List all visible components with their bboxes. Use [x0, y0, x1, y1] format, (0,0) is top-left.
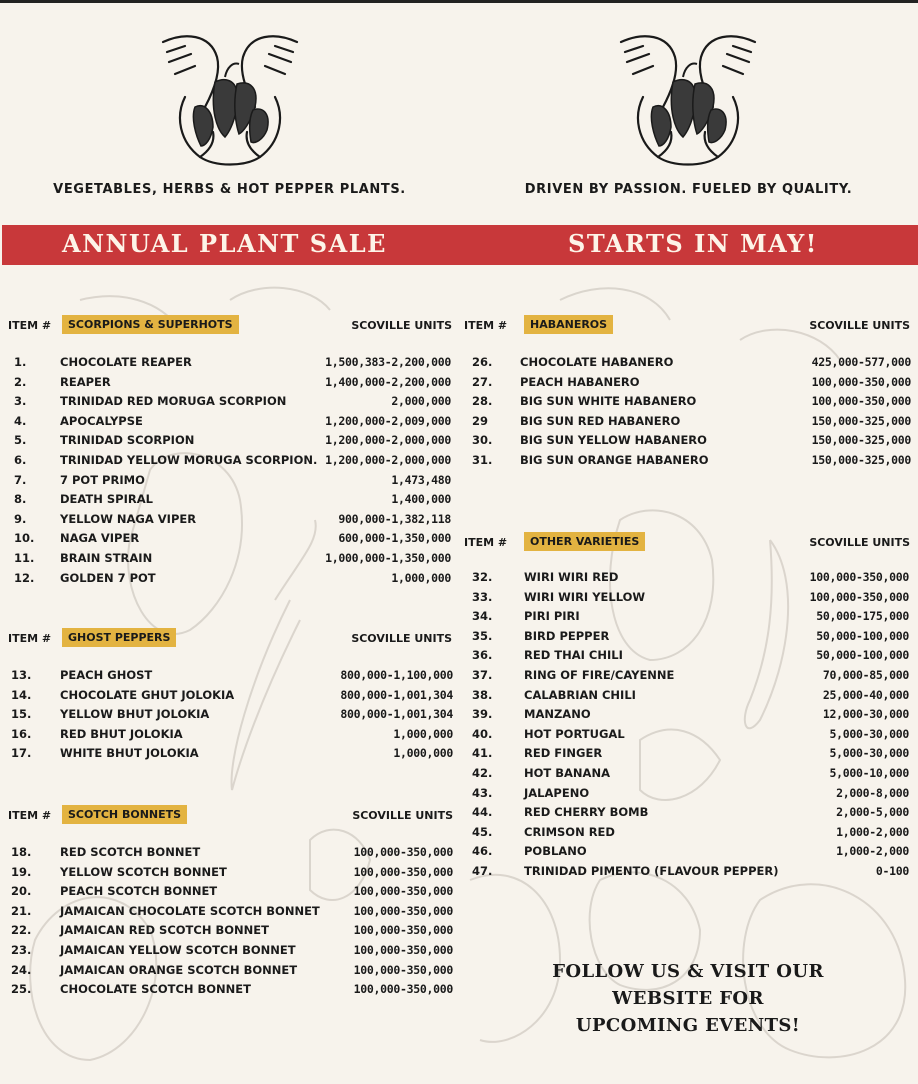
pepper-name: BIG SUN YELLOW HABANERO — [520, 433, 707, 448]
scoville-value: 900,000-1,382,118 — [338, 511, 451, 526]
follow-us-message — [520, 958, 856, 1039]
pepper-name: DEATH SPIRAL — [60, 492, 153, 507]
item-number: 17. — [11, 746, 32, 761]
list-item — [11, 941, 453, 961]
item-number: 26. — [472, 355, 493, 369]
item-number: 44. — [472, 805, 493, 820]
item-number: 15. — [11, 707, 32, 722]
item-number: 36. — [472, 648, 493, 663]
list-item — [11, 725, 453, 745]
category-label: OTHER VARIETIES — [524, 532, 645, 551]
scoville-value: 100,000-350,000 — [353, 903, 453, 918]
pepper-list-ghost — [11, 666, 453, 764]
pepper-name: YELLOW NAGA VIPER — [60, 511, 197, 526]
sale-banner — [2, 225, 918, 265]
banner-title: ANNUAL PLANT SALE — [62, 229, 387, 258]
list-item — [472, 568, 909, 588]
item-number: 22. — [11, 923, 32, 938]
item-number: 34. — [472, 609, 493, 624]
list-item — [11, 902, 453, 922]
list-item — [14, 431, 451, 451]
scoville-value: 50,000-100,000 — [816, 628, 909, 643]
scoville-value: 1,000-2,000 — [836, 844, 909, 859]
follow-line-2: WEBSITE FOR — [612, 988, 764, 1009]
item-number-header: ITEM # — [464, 319, 508, 332]
list-item — [472, 666, 909, 686]
pepper-name: TRINIDAD RED MORUGA SCORPION — [60, 394, 287, 409]
scoville-value: 12,000-30,000 — [822, 707, 909, 722]
scoville-value: 50,000-100,000 — [816, 648, 909, 663]
pepper-name: CALABRIAN CHILI — [524, 687, 636, 702]
item-number: 23. — [11, 942, 32, 957]
item-number: 8. — [14, 492, 27, 507]
scoville-value: 425,000-577,000 — [811, 355, 911, 369]
pepper-name: BRAIN STRAIN — [60, 550, 153, 565]
item-number-header: ITEM # — [8, 319, 52, 332]
pepper-name: JAMAICAN YELLOW SCOTCH BONNET — [60, 942, 296, 957]
scoville-value: 50,000-175,000 — [816, 609, 909, 624]
list-item — [472, 842, 909, 862]
list-item — [11, 882, 453, 902]
pepper-name: WIRI WIRI YELLOW — [524, 589, 646, 604]
list-item — [472, 705, 909, 725]
item-number: 18. — [11, 845, 32, 859]
list-item — [472, 451, 911, 471]
item-number: 12. — [14, 570, 35, 585]
pepper-name: JAMAICAN CHOCOLATE SCOTCH BONNET — [60, 903, 320, 918]
pepper-list-scorpions — [14, 353, 451, 588]
pepper-name: CHOCOLATE GHUT JOLOKIA — [60, 687, 235, 702]
scoville-value: 1,400,000-2,200,000 — [325, 374, 451, 389]
item-number: 10. — [14, 531, 35, 546]
scoville-value: 2,000-5,000 — [836, 805, 909, 820]
scoville-value: 100,000-350,000 — [353, 962, 453, 977]
scoville-value: 100,000-350,000 — [811, 394, 911, 409]
scoville-units-header: SCOVILLE UNITS — [351, 632, 452, 645]
scoville-value: 5,000-30,000 — [829, 726, 909, 741]
item-number: 4. — [14, 413, 27, 428]
scoville-value: 1,000,000 — [393, 726, 453, 741]
scoville-value: 1,200,000-2,000,000 — [325, 452, 451, 467]
item-number: 37. — [472, 667, 493, 682]
pepper-name: GOLDEN 7 POT — [60, 570, 156, 585]
hands-holding-peppers-icon — [155, 22, 305, 172]
list-item — [14, 373, 451, 393]
pepper-name: WIRI WIRI RED — [524, 570, 619, 584]
scoville-value: 150,000-325,000 — [811, 433, 911, 448]
pepper-name: WHITE BHUT JOLOKIA — [60, 746, 199, 761]
scoville-value: 100,000-350,000 — [353, 942, 453, 957]
item-number: 20. — [11, 884, 32, 899]
scoville-value: 0-100 — [875, 863, 909, 878]
scoville-value: 100,000-350,000 — [353, 982, 453, 997]
section-header-scotch-bonnets — [8, 805, 453, 825]
list-item — [472, 744, 909, 764]
list-item — [472, 823, 909, 843]
pepper-name: BIG SUN RED HABANERO — [520, 413, 681, 428]
list-item — [11, 843, 453, 863]
pepper-name: PEACH SCOTCH BONNET — [60, 884, 218, 899]
top-border — [0, 0, 918, 3]
list-item — [472, 862, 909, 882]
scoville-value: 100,000-350,000 — [809, 570, 909, 584]
item-number: 2. — [14, 374, 27, 389]
list-item — [472, 646, 909, 666]
section-header-scorpions — [8, 315, 452, 335]
item-number: 35. — [472, 628, 493, 643]
item-number: 6. — [14, 452, 27, 467]
list-item — [14, 471, 451, 491]
item-number: 45. — [472, 824, 493, 839]
list-item — [472, 353, 911, 373]
item-number: 9. — [14, 511, 27, 526]
list-item — [11, 980, 453, 1000]
scoville-value: 100,000-350,000 — [811, 374, 911, 389]
banner-subtitle: STARTS IN MAY! — [568, 229, 818, 258]
scoville-units-header: SCOVILLE UNITS — [809, 536, 910, 549]
list-item — [472, 431, 911, 451]
item-number: 3. — [14, 394, 27, 409]
scoville-value: 1,000,000 — [391, 570, 451, 585]
item-number: 39. — [472, 707, 493, 722]
list-item — [14, 529, 451, 549]
pepper-name: YELLOW BHUT JOLOKIA — [60, 707, 210, 722]
pepper-name: BIRD PEPPER — [524, 628, 610, 643]
item-number: 21. — [11, 903, 32, 918]
pepper-name: CRIMSON RED — [524, 824, 615, 839]
scoville-value: 600,000-1,350,000 — [338, 531, 451, 546]
pepper-name: RED FINGER — [524, 746, 603, 761]
scoville-value: 1,200,000-2,000,000 — [325, 433, 451, 448]
list-item — [11, 863, 453, 883]
item-number: 40. — [472, 726, 493, 741]
item-number: 5. — [14, 433, 27, 448]
scoville-value: 800,000-1,001,304 — [340, 687, 453, 702]
item-number: 32. — [472, 570, 493, 584]
scoville-value: 1,500,383-2,200,000 — [325, 355, 451, 369]
pepper-name: RING OF FIRE/CAYENNE — [524, 667, 675, 682]
item-number: 38. — [472, 687, 493, 702]
list-item — [472, 686, 909, 706]
follow-line-3: UPCOMING EVENTS! — [575, 1015, 801, 1036]
scoville-value: 1,000,000-1,350,000 — [325, 550, 451, 565]
scoville-value: 25,000-40,000 — [822, 687, 909, 702]
item-number: 24. — [11, 962, 32, 977]
scoville-value: 1,200,000-2,009,000 — [325, 413, 451, 428]
section-header-other-varieties — [464, 532, 910, 552]
pepper-name: TRINIDAD PIMENTO (FLAVOUR PEPPER) — [524, 863, 779, 878]
list-item — [14, 549, 451, 569]
list-item — [472, 725, 909, 745]
scoville-value: 1,400,000 — [391, 492, 451, 507]
scoville-value: 100,000-350,000 — [353, 864, 453, 879]
item-number: 7. — [14, 472, 27, 487]
pepper-name: CHOCOLATE SCOTCH BONNET — [60, 982, 251, 997]
item-number: 25. — [11, 982, 32, 997]
list-item — [472, 392, 911, 412]
scoville-value: 5,000-30,000 — [829, 746, 909, 761]
item-number: 13. — [11, 668, 32, 682]
pepper-name: RED THAI CHILI — [524, 648, 623, 663]
item-number: 1. — [14, 355, 27, 369]
scoville-units-header: SCOVILLE UNITS — [352, 809, 453, 822]
item-number: 29 — [472, 413, 489, 428]
pepper-name: BIG SUN ORANGE HABANERO — [520, 452, 709, 467]
scoville-value: 1,473,480 — [391, 472, 451, 487]
pepper-name: TRINIDAD SCORPION — [60, 433, 195, 448]
section-header-ghost-peppers — [8, 628, 452, 648]
scoville-value: 100,000-350,000 — [353, 923, 453, 938]
category-label: HABANEROS — [524, 315, 613, 334]
list-item — [14, 510, 451, 530]
category-label: SCOTCH BONNETS — [62, 805, 187, 824]
item-number: 14. — [11, 687, 32, 702]
scoville-value: 100,000-350,000 — [809, 589, 909, 604]
item-number: 11. — [14, 550, 35, 565]
pepper-name: NAGA VIPER — [60, 531, 140, 546]
scoville-value: 100,000-350,000 — [353, 884, 453, 899]
hands-holding-peppers-icon — [613, 22, 763, 172]
list-item — [14, 353, 451, 373]
item-number: 27. — [472, 374, 493, 389]
pepper-name: RED SCOTCH BONNET — [60, 845, 201, 859]
item-number: 31. — [472, 452, 493, 467]
scoville-value: 2,000-8,000 — [836, 785, 909, 800]
pepper-name: RED CHERRY BOMB — [524, 805, 649, 820]
list-item — [14, 569, 451, 589]
pepper-name: MANZANO — [524, 707, 591, 722]
list-item — [11, 666, 453, 686]
pepper-name: BIG SUN WHITE HABANERO — [520, 394, 697, 409]
list-item — [14, 490, 451, 510]
list-item — [14, 412, 451, 432]
list-item — [472, 412, 911, 432]
tagline-left: VEGETABLES, HERBS & HOT PEPPER PLANTS. — [53, 182, 406, 197]
list-item — [472, 803, 909, 823]
item-number: 42. — [472, 765, 493, 780]
item-number: 30. — [472, 433, 493, 448]
item-number: 43. — [472, 785, 493, 800]
category-label: GHOST PEPPERS — [62, 628, 176, 647]
list-item — [472, 627, 909, 647]
pepper-name: POBLANO — [524, 844, 587, 859]
category-label: SCORPIONS & SUPERHOTS — [62, 315, 239, 334]
pepper-name: 7 POT PRIMO — [60, 472, 145, 487]
scoville-value: 2,000,000 — [391, 394, 451, 409]
scoville-value: 1,000-2,000 — [836, 824, 909, 839]
pepper-name: REAPER — [60, 374, 111, 389]
pepper-name: HOT BANANA — [524, 765, 610, 780]
list-item — [472, 784, 909, 804]
list-item — [472, 588, 909, 608]
pepper-list-habaneros — [472, 353, 911, 471]
pepper-name: CHOCOLATE HABANERO — [520, 355, 674, 369]
pepper-list-other-varieties — [472, 568, 909, 882]
list-item — [11, 921, 453, 941]
item-number: 33. — [472, 589, 493, 604]
item-number-header: ITEM # — [464, 536, 508, 549]
list-item — [14, 392, 451, 412]
item-number: 46. — [472, 844, 493, 859]
pepper-list-scotch-bonnets — [11, 843, 453, 1000]
item-number: 16. — [11, 726, 32, 741]
pepper-name: APOCALYPSE — [60, 413, 143, 428]
pepper-name: JALAPENO — [524, 785, 590, 800]
scoville-value: 70,000-85,000 — [822, 667, 909, 682]
scoville-value: 1,000,000 — [393, 746, 453, 761]
list-item — [472, 607, 909, 627]
list-item — [11, 705, 453, 725]
scoville-units-header: SCOVILLE UNITS — [809, 319, 910, 332]
list-item — [472, 373, 911, 393]
item-number-header: ITEM # — [8, 809, 52, 822]
item-number: 41. — [472, 746, 493, 761]
list-item — [11, 686, 453, 706]
section-header-habaneros — [464, 315, 910, 335]
scoville-value: 150,000-325,000 — [811, 452, 911, 467]
scoville-value: 800,000-1,001,304 — [340, 707, 453, 722]
pepper-name: PEACH HABANERO — [520, 374, 640, 389]
list-item — [11, 744, 453, 764]
pepper-name: JAMAICAN RED SCOTCH BONNET — [60, 923, 269, 938]
pepper-name: PEACH GHOST — [60, 668, 153, 682]
follow-line-1: FOLLOW US & VISIT OUR — [552, 961, 824, 982]
tagline-right: DRIVEN BY PASSION. FUELED BY QUALITY. — [524, 182, 853, 197]
pepper-name: YELLOW SCOTCH BONNET — [60, 864, 227, 879]
scoville-value: 800,000-1,100,000 — [340, 668, 453, 682]
list-item — [14, 451, 451, 471]
pepper-name: PIRI PIRI — [524, 609, 580, 624]
item-number-header: ITEM # — [8, 632, 52, 645]
scoville-value: 150,000-325,000 — [811, 413, 911, 428]
pepper-name: CHOCOLATE REAPER — [60, 355, 192, 369]
item-number: 47. — [472, 863, 493, 878]
item-number: 28. — [472, 394, 493, 409]
pepper-name: RED BHUT JOLOKIA — [60, 726, 183, 741]
pepper-name: HOT PORTUGAL — [524, 726, 625, 741]
pepper-name: TRINIDAD YELLOW MORUGA SCORPION. — [60, 452, 318, 467]
scoville-value: 5,000-10,000 — [829, 765, 909, 780]
list-item — [472, 764, 909, 784]
pepper-name: JAMAICAN ORANGE SCOTCH BONNET — [60, 962, 298, 977]
item-number: 19. — [11, 864, 32, 879]
list-item — [11, 961, 453, 981]
scoville-units-header: SCOVILLE UNITS — [351, 319, 452, 332]
scoville-value: 100,000-350,000 — [353, 845, 453, 859]
